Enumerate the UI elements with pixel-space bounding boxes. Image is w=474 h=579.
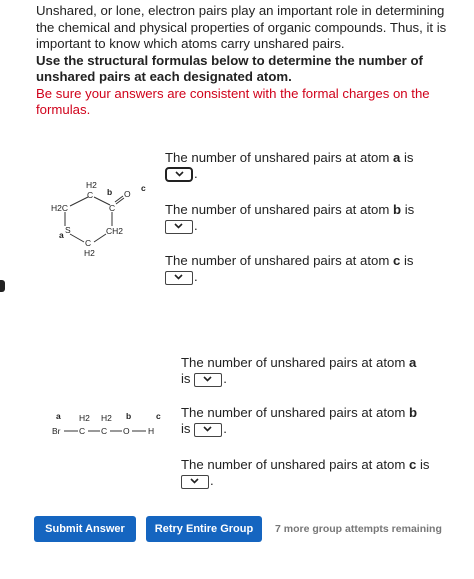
m2-label-c: c <box>156 411 161 421</box>
m1-label-b: b <box>107 187 113 197</box>
chevron-down-icon <box>203 426 212 432</box>
m2-h2-2: H2 <box>101 413 112 423</box>
retry-group-button[interactable]: Retry Entire Group <box>146 516 262 542</box>
m2-o: O <box>123 426 130 436</box>
q2b-prefix: The number of unshared pairs at atom <box>181 405 406 420</box>
q1a-prefix: The number of unshared pairs at atom <box>165 150 390 165</box>
scroll-marker <box>0 280 5 292</box>
m1-ch2-right: CH2 <box>106 226 124 236</box>
m2-br: Br <box>52 426 61 436</box>
m2-label-a: a <box>56 411 61 421</box>
chevron-down-icon <box>174 223 183 229</box>
m1-c-carbonyl: C <box>109 203 116 213</box>
question-1b: The number of unshared pairs at atom b is . <box>165 202 415 233</box>
q1b-atom: b <box>392 202 402 217</box>
q2a-suffix: is <box>181 371 191 386</box>
q2b-atom: b <box>408 405 418 420</box>
question-2b: The number of unshared pairs at atom b is . <box>181 405 418 436</box>
q1a-atom: a <box>392 150 401 165</box>
molecule-2-structure <box>50 406 170 442</box>
q2c-prefix: The number of unshared pairs at atom <box>181 457 406 472</box>
chevron-down-icon <box>190 478 199 484</box>
m1-label-c: c <box>141 183 146 193</box>
answer-select-1b[interactable] <box>165 220 193 234</box>
molecule-1-structure <box>48 176 164 260</box>
q2b-suffix: is <box>181 421 191 436</box>
m1-c-bottom: C <box>85 238 92 248</box>
instructions <box>36 3 466 119</box>
chevron-down-icon <box>174 274 183 280</box>
q1c-prefix: The number of unshared pairs at atom <box>165 253 390 268</box>
intro-text: Unshared, or lone, electron pairs play an important role in determining the chemical and physical properties of organic compounds. Thus, it is important to know which atoms carry unshared pairs. <box>36 3 447 51</box>
q1b-prefix: The number of unshared pairs at atom <box>165 202 390 217</box>
m2-h: H <box>148 426 155 436</box>
m2-h2-1: H2 <box>79 413 90 423</box>
answer-select-2b[interactable] <box>194 423 222 437</box>
m1-s: S <box>65 225 71 235</box>
m1-c-top: C <box>87 190 94 200</box>
q1c-atom: c <box>392 253 401 268</box>
answer-select-1c[interactable] <box>165 271 193 285</box>
instruction-text: Use the structural formulas below to determine the number of unshared pairs at each designated atom. <box>36 52 423 84</box>
m1-h2-top: H2 <box>86 180 97 190</box>
m2-c2: C <box>101 426 108 436</box>
answer-select-1a[interactable] <box>165 167 193 182</box>
m2-label-b: b <box>126 411 132 421</box>
m1-h2-bottom: H2 <box>84 248 95 258</box>
chevron-down-icon <box>175 171 184 177</box>
question-2c: The number of unshared pairs at atom c is . <box>181 457 430 488</box>
answer-select-2c[interactable] <box>181 475 209 489</box>
q1a-suffix: is <box>404 150 414 165</box>
q2c-suffix: is <box>420 457 430 472</box>
warning-text: Be sure your answers are consistent with the formal charges on the formulas. <box>36 85 430 117</box>
q2c-atom: c <box>408 457 417 472</box>
question-1a: The number of unshared pairs at atom a is . <box>165 150 414 181</box>
submit-answer-button[interactable]: Submit Answer <box>34 516 136 542</box>
q2a-atom: a <box>408 355 417 370</box>
q1c-suffix: is <box>404 253 414 268</box>
chevron-down-icon <box>203 376 212 382</box>
question-1c: The number of unshared pairs at atom c is . <box>165 253 414 284</box>
m1-label-a: a <box>59 230 64 240</box>
m1-o: O <box>124 189 131 199</box>
q1b-suffix: is <box>404 202 415 217</box>
answer-select-2a[interactable] <box>194 373 222 387</box>
attempts-remaining-text: 7 more group attempts remaining <box>275 523 442 535</box>
question-2a: The number of unshared pairs at atom a is . <box>181 355 417 386</box>
m2-c1: C <box>79 426 86 436</box>
q2a-prefix: The number of unshared pairs at atom <box>181 355 406 370</box>
m1-h2c-left: H2C <box>51 203 69 213</box>
